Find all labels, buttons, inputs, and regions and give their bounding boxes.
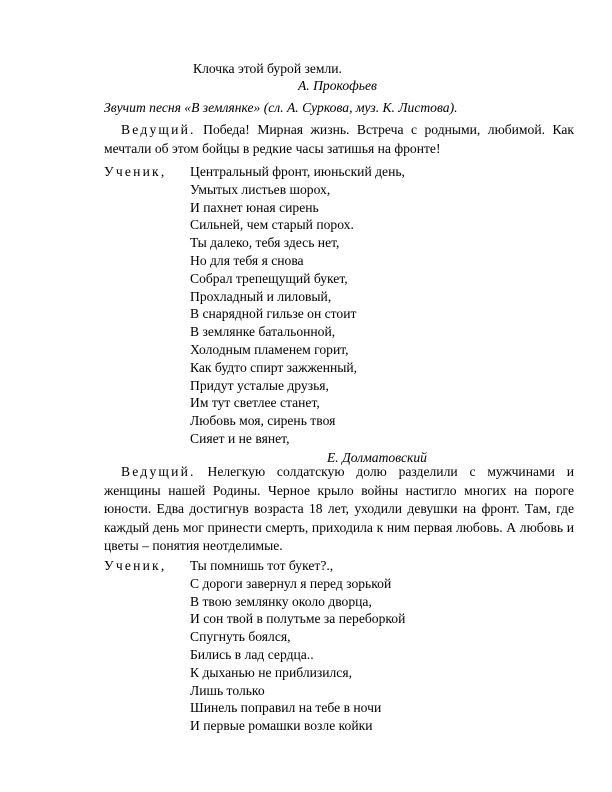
student-label: Ученик,: [104, 164, 167, 179]
poem-line: В твою землянку около дворца,: [190, 593, 372, 609]
poem-line: Шинель поправил на тебе в ночи: [190, 700, 382, 716]
poem-line: Холодным пламенем горит,: [190, 342, 349, 357]
poem-line: Придут усталые друзья,: [190, 377, 329, 393]
poem-line: Сияет и не вянет,: [190, 431, 290, 446]
poem-line: Но для тебя я снова: [190, 253, 304, 268]
poem-line: В землянке батальонной,: [190, 324, 336, 340]
poem-line: Спугнуть боялся,: [190, 629, 291, 645]
poem-line: И пахнет юная сирень: [190, 199, 319, 215]
host-paragraph: [104, 463, 574, 556]
poem-end-line: Клочка этой бурой земли.: [193, 61, 342, 76]
poem-line: К дыханью не приблизился,: [190, 664, 352, 680]
poem-line: И первые ромашки возле койки: [190, 718, 373, 734]
poem-line: Бились в лад сердца..: [190, 647, 314, 662]
song-note: Звучит песня «В землянке» (сл. А. Суркова, муз. К. Листова).: [104, 100, 458, 115]
author-signature: Е. Долматовский: [327, 450, 427, 465]
host-label: Ведущий.: [121, 122, 196, 137]
poem-line: Умытых листьев шорох,: [190, 181, 331, 197]
poem-line: Сильней, чем старый порох.: [190, 217, 354, 233]
poem-line: Центральный фронт, июньский день,: [190, 164, 405, 179]
poem-line: И сон твой в полутьме за переборкой: [190, 611, 406, 627]
author-signature: А. Прокофьев: [298, 78, 377, 93]
host-text: Нелегкую солдатскую долю разделили с мужчинами и женщины нашей Родины. Черное крыло войны настигло многих на пороге юности. Едва достигнув возраста 18 лет, уходили девушки на фронт. Там, где каждый день мог принести смерть, приходила к ним первая любовь. А любовь и цветы – понятия неотделимые.: [104, 464, 574, 554]
host-label: Ведущий.: [121, 464, 196, 479]
poem-line: Им тут светлее станет,: [190, 395, 320, 411]
student-label: Ученик,: [104, 558, 167, 573]
poem-line: Лишь только: [190, 682, 265, 698]
poem-line: Ты далеко, тебя здесь нет,: [190, 235, 340, 251]
poem-line: Ты помнишь тот букет?.,: [190, 558, 334, 573]
host-paragraph: [104, 121, 574, 158]
poem-line: Как будто спирт зажженный,: [190, 359, 358, 375]
host-text: Победа! Мирная жизнь. Встреча с родными, любимой. Как мечтали об этом бойцы в редкие часы затишья на фронте!: [104, 122, 575, 156]
poem-line: Любовь моя, сирень твоя: [190, 413, 336, 429]
poem-line: Прохладный и лиловый,: [190, 288, 332, 304]
poem-line: Собрал трепещущий букет,: [190, 270, 348, 286]
poem-line: В снарядной гильзе он стоит: [190, 306, 357, 322]
poem-line: С дороги завернул я перед зорькой: [190, 575, 392, 591]
